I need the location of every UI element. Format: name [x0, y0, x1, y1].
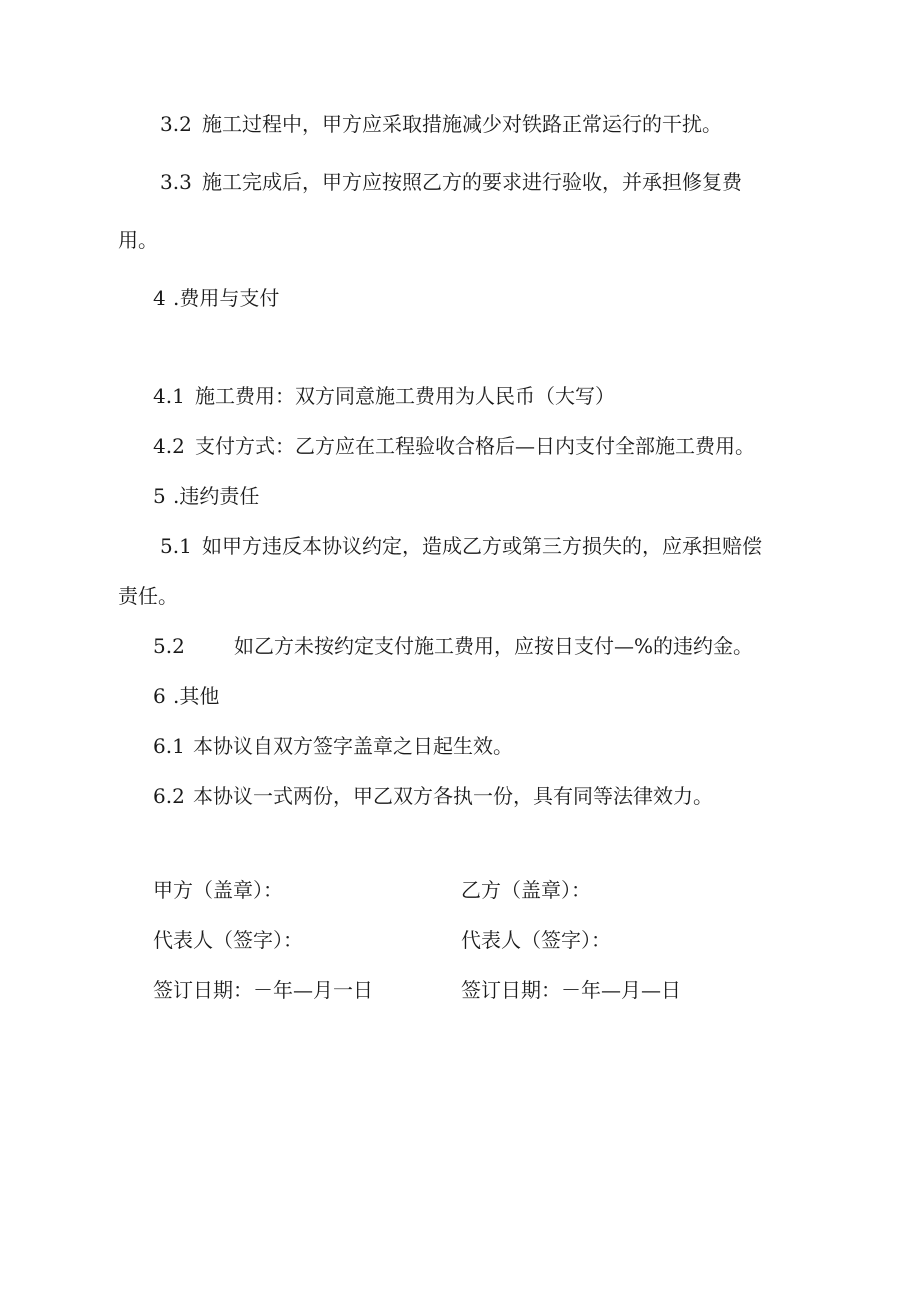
clause-text: 本协议自双方签字盖章之日起生效。: [193, 734, 513, 758]
section-number: 4: [153, 286, 166, 310]
clause-text: 本协议一式两份，甲乙双方各执一份，具有同等法律效力。: [193, 784, 713, 808]
party-a-representative: 代表人（签字）：: [153, 928, 303, 952]
clause-5-1-continuation: 责任。: [118, 584, 178, 608]
party-b-representative: 代表人（签字）：: [461, 928, 611, 952]
clause-3-3: [160, 172, 742, 192]
party-a-sign-date: 签订日期：－年—月一日: [153, 978, 373, 1002]
section-title: .费用与支付: [173, 286, 280, 310]
clause-text: 施工完成后，甲方应按照乙方的要求进行验收，并承担修复费: [202, 170, 742, 194]
clause-text: 如甲方违反本协议约定，造成乙方或第三方损失的，应承担赔偿: [202, 534, 762, 558]
clause-3-2: [160, 114, 722, 134]
clause-number: 6.2: [153, 784, 185, 808]
clause-4-1: [153, 386, 615, 406]
clause-text: 施工过程中，甲方应采取措施减少对铁路正常运行的干扰。: [202, 112, 722, 136]
section-heading-5: [153, 486, 259, 506]
clause-4-2: [153, 436, 755, 456]
section-title: .其他: [173, 684, 220, 708]
clause-text: 如乙方未按约定支付施工费用，应按日支付—%的违约金。: [234, 634, 754, 658]
clause-number: 5.2: [153, 634, 185, 658]
party-b-sign-date: 签订日期：－年—月—日: [461, 978, 681, 1002]
clause-text: 施工费用：双方同意施工费用为人民币（大写）: [195, 384, 615, 408]
clause-text: 支付方式：乙方应在工程验收合格后—日内支付全部施工费用。: [195, 434, 755, 458]
clause-number: 6.1: [153, 734, 185, 758]
section-heading-4: [153, 288, 279, 308]
clause-6-1: [153, 736, 513, 756]
clause-number: 3.3: [160, 170, 192, 194]
clause-5-2: [153, 636, 753, 656]
clause-number: 3.2: [160, 112, 192, 136]
section-number: 5: [153, 484, 166, 508]
party-b-seal: 乙方（盖章）：: [461, 878, 591, 902]
clause-number: 4.1: [153, 384, 185, 408]
section-number: 6: [153, 684, 166, 708]
clause-number: 4.2: [153, 434, 185, 458]
party-a-seal: 甲方（盖章）：: [153, 878, 283, 902]
clause-5-1: [160, 536, 762, 556]
clause-number: 5.1: [160, 534, 192, 558]
section-title: .违约责任: [173, 484, 260, 508]
section-heading-6: [153, 686, 219, 706]
clause-3-3-continuation: 用。: [118, 228, 158, 252]
clause-6-2: [153, 786, 713, 806]
